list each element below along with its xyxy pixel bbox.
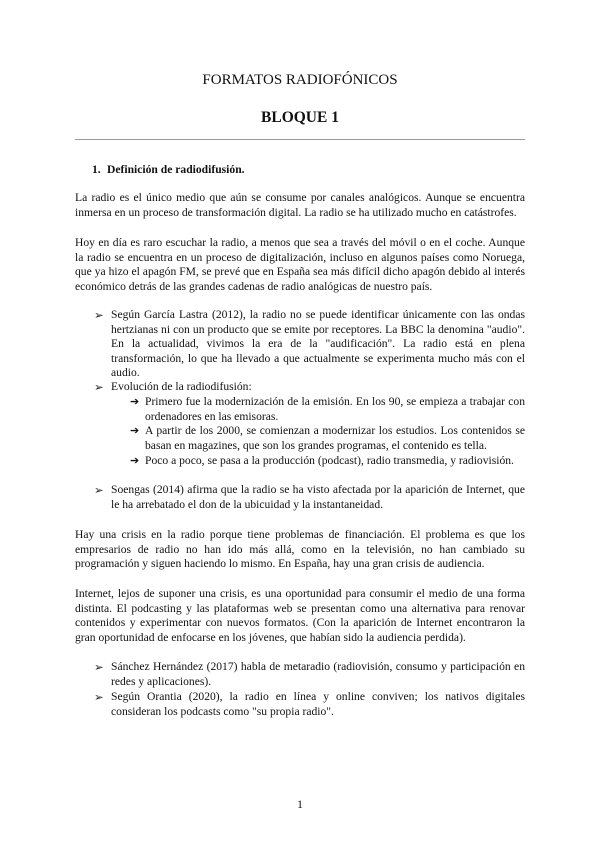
paragraph-text: Internet, lejos de suponer una crisis, es una oportunidad para consumir el medio de una forma distinta. El podcasting y las plataformas web se presentan como una alternativa para renovar contenidos y experimentar con nuevos formatos. (Con la aparición de Internet encontraron la gran oportunidad de enfocarse en los jóvenes, que habían sido la audiencia perdida). xyxy=(75,587,525,644)
document-title: FORMATOS RADIOFÓNICOS xyxy=(202,72,398,88)
paragraph-4 xyxy=(75,587,525,645)
subbullet-item-2 xyxy=(145,424,525,453)
arrow-subbullet-icon: ➔ xyxy=(130,455,140,467)
paragraph-3 xyxy=(75,528,525,572)
paragraph-1 xyxy=(75,191,525,220)
arrow-subbullet-icon: ➔ xyxy=(130,396,140,408)
arrowhead-bullet-icon: ➢ xyxy=(94,691,104,704)
bullet-item-2 xyxy=(111,380,525,395)
page-number: 1 xyxy=(297,797,303,811)
section-number: 1. xyxy=(92,163,101,176)
bullet-item-5 xyxy=(111,690,525,719)
paragraph-text: Hay una crisis en la radio porque tiene problemas de financiación. El problema es que los empresarios de radio no han ido más allá, como en la televisión, no han cambiado su programación y siguen haciendo lo mismo. En España, hay una gran crisis de audiencia. xyxy=(75,528,525,571)
section-title: Definición de radiodifusión. xyxy=(107,163,245,176)
bullet-text: Según Orantia (2020), la radio en línea y online conviven; los nativos digitales consideran los podcasts como "su propia radio". xyxy=(111,690,525,718)
bullet-text: Evolución de la radiodifusión: xyxy=(111,380,252,393)
arrowhead-bullet-icon: ➢ xyxy=(94,309,104,322)
bullet-item-1 xyxy=(111,308,525,381)
bullet-text: Soengas (2014) afirma que la radio se ha visto afectada por la aparición de Internet, que le ha arrebatado el don de la ubicuidad y la instantaneidad. xyxy=(111,483,525,511)
paragraph-text: La radio es el único medio que aún se consume por canales analógicos. Aunque se encuentra inmersa en un proceso de transformación digital. La radio se ha utilizado mucho en catástrofes. xyxy=(75,191,525,219)
arrowhead-bullet-icon: ➢ xyxy=(94,381,104,394)
section-heading xyxy=(92,163,245,176)
bullet-item-3 xyxy=(111,483,525,512)
subbullet-item-1 xyxy=(145,395,525,424)
arrowhead-bullet-icon: ➢ xyxy=(94,484,104,497)
paragraph-2 xyxy=(75,236,525,294)
bullet-text: Sánchez Hernández (2017) habla de metaradio (radiovisión, consumo y participación en redes y aplicaciones). xyxy=(111,660,525,688)
bullet-text: Según García Lastra (2012), la radio no se puede identificar únicamente con las ondas hertzianas ni con un producto que se emite por receptores. La BBC la denomina "audio". En la actualidad, vivimos la era de la "audificación". La radio está en plena transformación, lo que ha llevado a que actualmente se experimenta mucho más con el audio. xyxy=(111,308,525,380)
arrow-subbullet-icon: ➔ xyxy=(130,425,140,437)
paragraph-text: Hoy en día es raro escuchar la radio, a menos que sea a través del móvil o en el coche. Aunque la radio se encuentra en un proceso de digitalización, incluso en algunos países como Noruega, que ya hizo el apagón FM, se prevé que en España sea más difícil dicho apagón debido al interés económico detrás de las grandes cadenas de radio analógicas de nuestro país. xyxy=(75,236,525,293)
subbullet-text: Poco a poco, se pasa a la producción (podcast), radio transmedia, y radiovisión. xyxy=(145,454,514,467)
arrowhead-bullet-icon: ➢ xyxy=(94,661,104,674)
bullet-item-4 xyxy=(111,660,525,689)
block-title: BLOQUE 1 xyxy=(261,109,339,126)
subbullet-item-3 xyxy=(145,454,525,469)
subbullet-text: A partir de los 2000, se comienzan a modernizar los estudios. Los contenidos se basan en magazines, que son los grandes programas, el contenido es tella. xyxy=(145,424,525,452)
horizontal-rule xyxy=(75,139,525,140)
subbullet-text: Primero fue la modernización de la emisión. En los 90, se empieza a trabajar con ordenadores en las emisoras. xyxy=(145,395,525,423)
